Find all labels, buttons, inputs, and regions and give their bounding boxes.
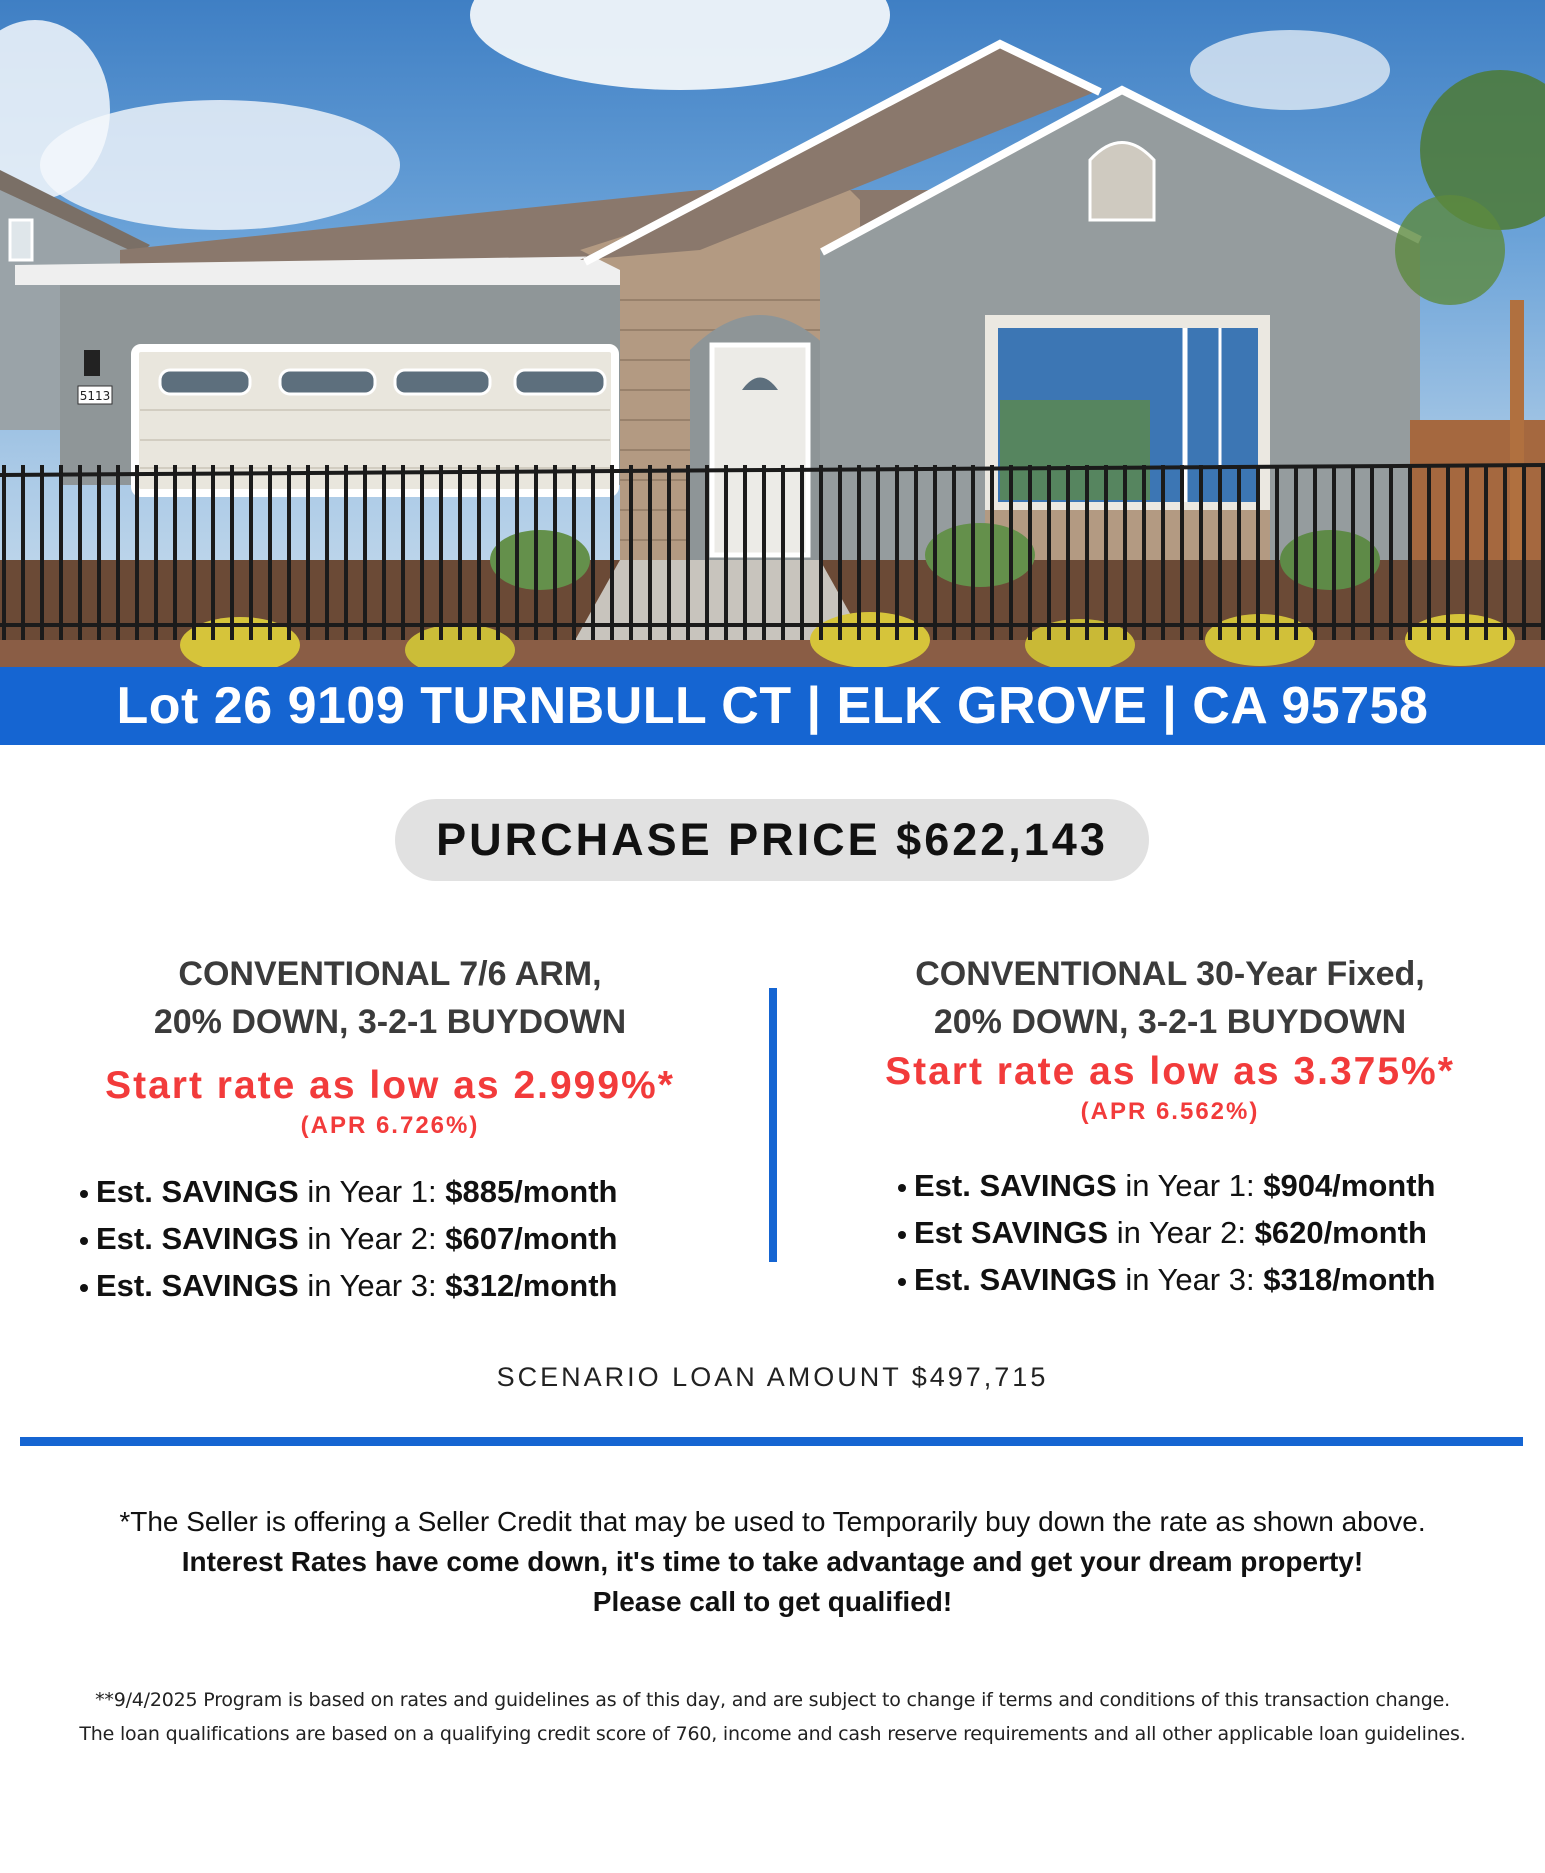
purchase-price-pill [395,799,1149,881]
property-photo [0,0,1545,667]
savings-item: Est. SAVINGS in Year 1: $904/month [898,1162,1520,1209]
bullet-icon [80,1284,88,1292]
savings-item: Est. SAVINGS in Year 1: $885/month [80,1168,740,1215]
apr: (APR 6.726%) [300,1112,480,1139]
start-rate: Start rate as low as 2.999%* [105,1064,675,1107]
section-divider [20,1437,1523,1446]
column-divider [769,988,777,1262]
loan-title-line2: 20% DOWN, 3-2-1 BUYDOWN [153,1003,627,1041]
loan-title-line1: CONVENTIONAL 30-Year Fixed, [915,955,1425,993]
call-to-action-qualify: Please call to get qualified! [592,1586,953,1617]
purchase-price: PURCHASE PRICE $622,143 [436,814,1108,865]
savings-item: Est. SAVINGS in Year 2: $607/month [80,1215,740,1262]
bullet-icon [898,1184,906,1192]
loan-title-line2: 20% DOWN, 3-2-1 BUYDOWN [933,1003,1407,1041]
seller-credit-text: *The Seller is offering a Seller Credit that may be used to Temporarily buy down the rate as shown above. [119,1506,1426,1537]
savings-list [898,1162,1520,1303]
loan-title-line1: CONVENTIONAL 7/6 ARM, [178,955,602,993]
savings-item: Est SAVINGS in Year 2: $620/month [898,1209,1520,1256]
address-banner [0,667,1545,745]
scenario-loan-amount: SCENARIO LOAN AMOUNT $497,715 [496,1362,1049,1392]
bullet-icon [898,1231,906,1239]
fine-print [0,1683,1545,1751]
bullet-icon [80,1190,88,1198]
property-address: Lot 26 9109 TURNBULL CT | ELK GROVE | CA 95758 [116,677,1429,735]
fine-print-line: The loan qualifications are based on a qualifying credit score of 760, income and cash reserve requirements and all other applicable loan guidelines. [79,1723,1466,1745]
house-number: 5113 [79,389,111,403]
house-illustration [0,0,1545,667]
bullet-icon [898,1278,906,1286]
savings-item: Est. SAVINGS in Year 3: $312/month [80,1262,740,1309]
loan-option-arm [40,950,740,1309]
apr: (APR 6.562%) [1080,1098,1260,1125]
savings-item: Est. SAVINGS in Year 3: $318/month [898,1256,1520,1303]
fine-print-line: **9/4/2025 Program is based on rates and guidelines as of this day, and are subject to change if terms and conditions of this transaction change. [95,1689,1450,1711]
seller-credit-note [0,1502,1545,1622]
savings-list [80,1168,740,1309]
bullet-icon [80,1237,88,1245]
loan-option-fixed [820,950,1520,1303]
start-rate: Start rate as low as 3.375%* [885,1050,1455,1093]
call-to-action: Interest Rates have come down, it's time to take advantage and get your dream property! [181,1546,1364,1577]
